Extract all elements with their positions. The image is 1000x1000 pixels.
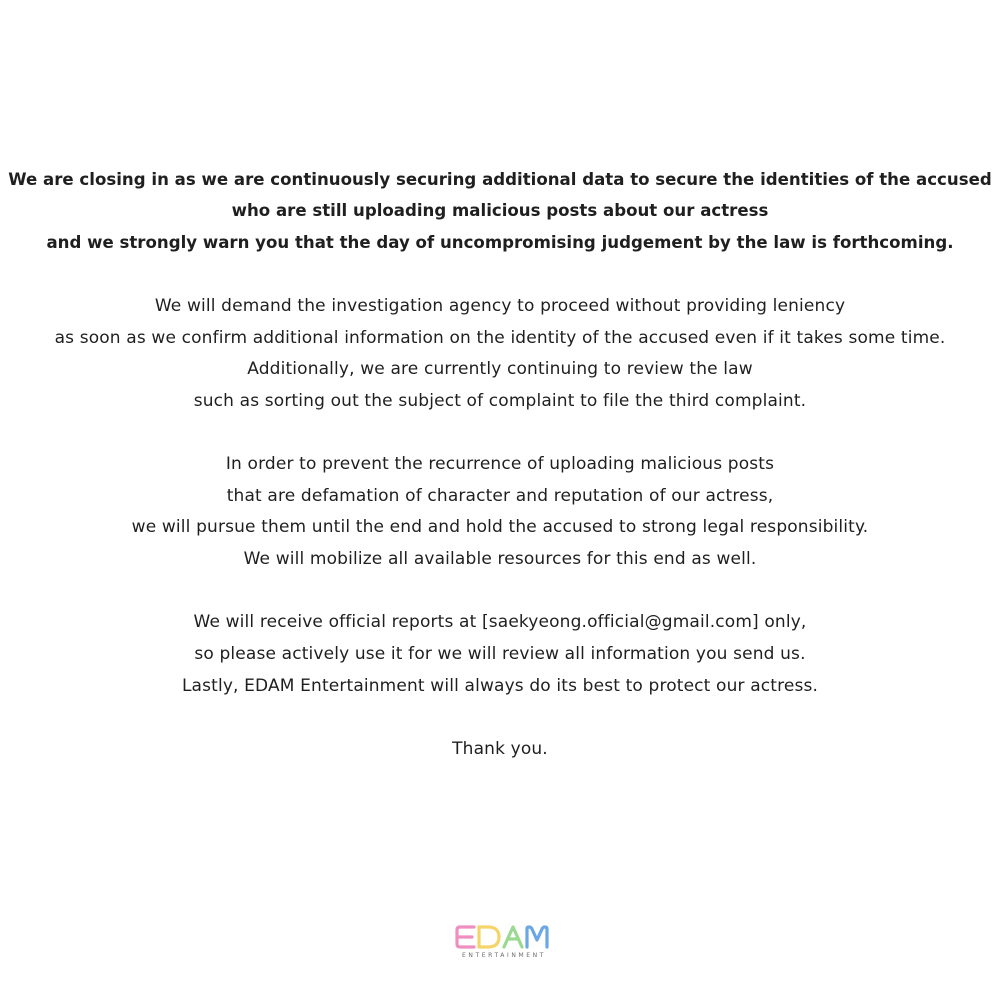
statement-line: who are still uploading malicious posts about our actress	[231, 201, 769, 220]
statement-line: Additionally, we are currently continuing to review the law	[247, 359, 753, 379]
statement-line: We are closing in as we are continuously securing additional data to secure the identities of the accused	[8, 170, 992, 189]
statement-line: In order to prevent the recurrence of uploading malicious posts	[225, 454, 775, 474]
statement-line: We will demand the investigation agency to proceed without providing leniency	[154, 296, 846, 316]
statement-line: such as sorting out the subject of complaint to file the third complaint.	[193, 391, 807, 411]
statement-line: and we strongly warn you that the day of uncompromising judgement by the law is forthcoming.	[46, 233, 954, 252]
logo-subtitle: ENTERTAINMENT	[462, 952, 546, 959]
logo-letter-a	[504, 927, 522, 947]
edam-logo	[450, 920, 560, 965]
statement-line: We will receive official reports at [saekyeong.official@gmail.com] only,	[193, 612, 807, 632]
statement-line: We will mobilize all available resources for this end as well.	[243, 549, 757, 569]
statement-line: Lastly, EDAM Entertainment will always do its best to protect our actress.	[181, 676, 819, 696]
logo-letter-m	[527, 927, 547, 947]
edam-logo-mark	[450, 920, 560, 954]
logo-letter-d	[479, 927, 499, 947]
statement-line: as soon as we confirm additional information on the identity of the accused even if it takes some time.	[54, 328, 946, 348]
logo-letter-e	[457, 927, 474, 947]
closing-line: Thank you.	[452, 739, 548, 759]
statement-line: so please actively use it for we will review all information you send us.	[194, 644, 806, 664]
statement-line: that are defamation of character and reputation of our actress,	[226, 486, 774, 506]
statement-line: we will pursue them until the end and hold the accused to strong legal responsibility.	[131, 517, 869, 537]
